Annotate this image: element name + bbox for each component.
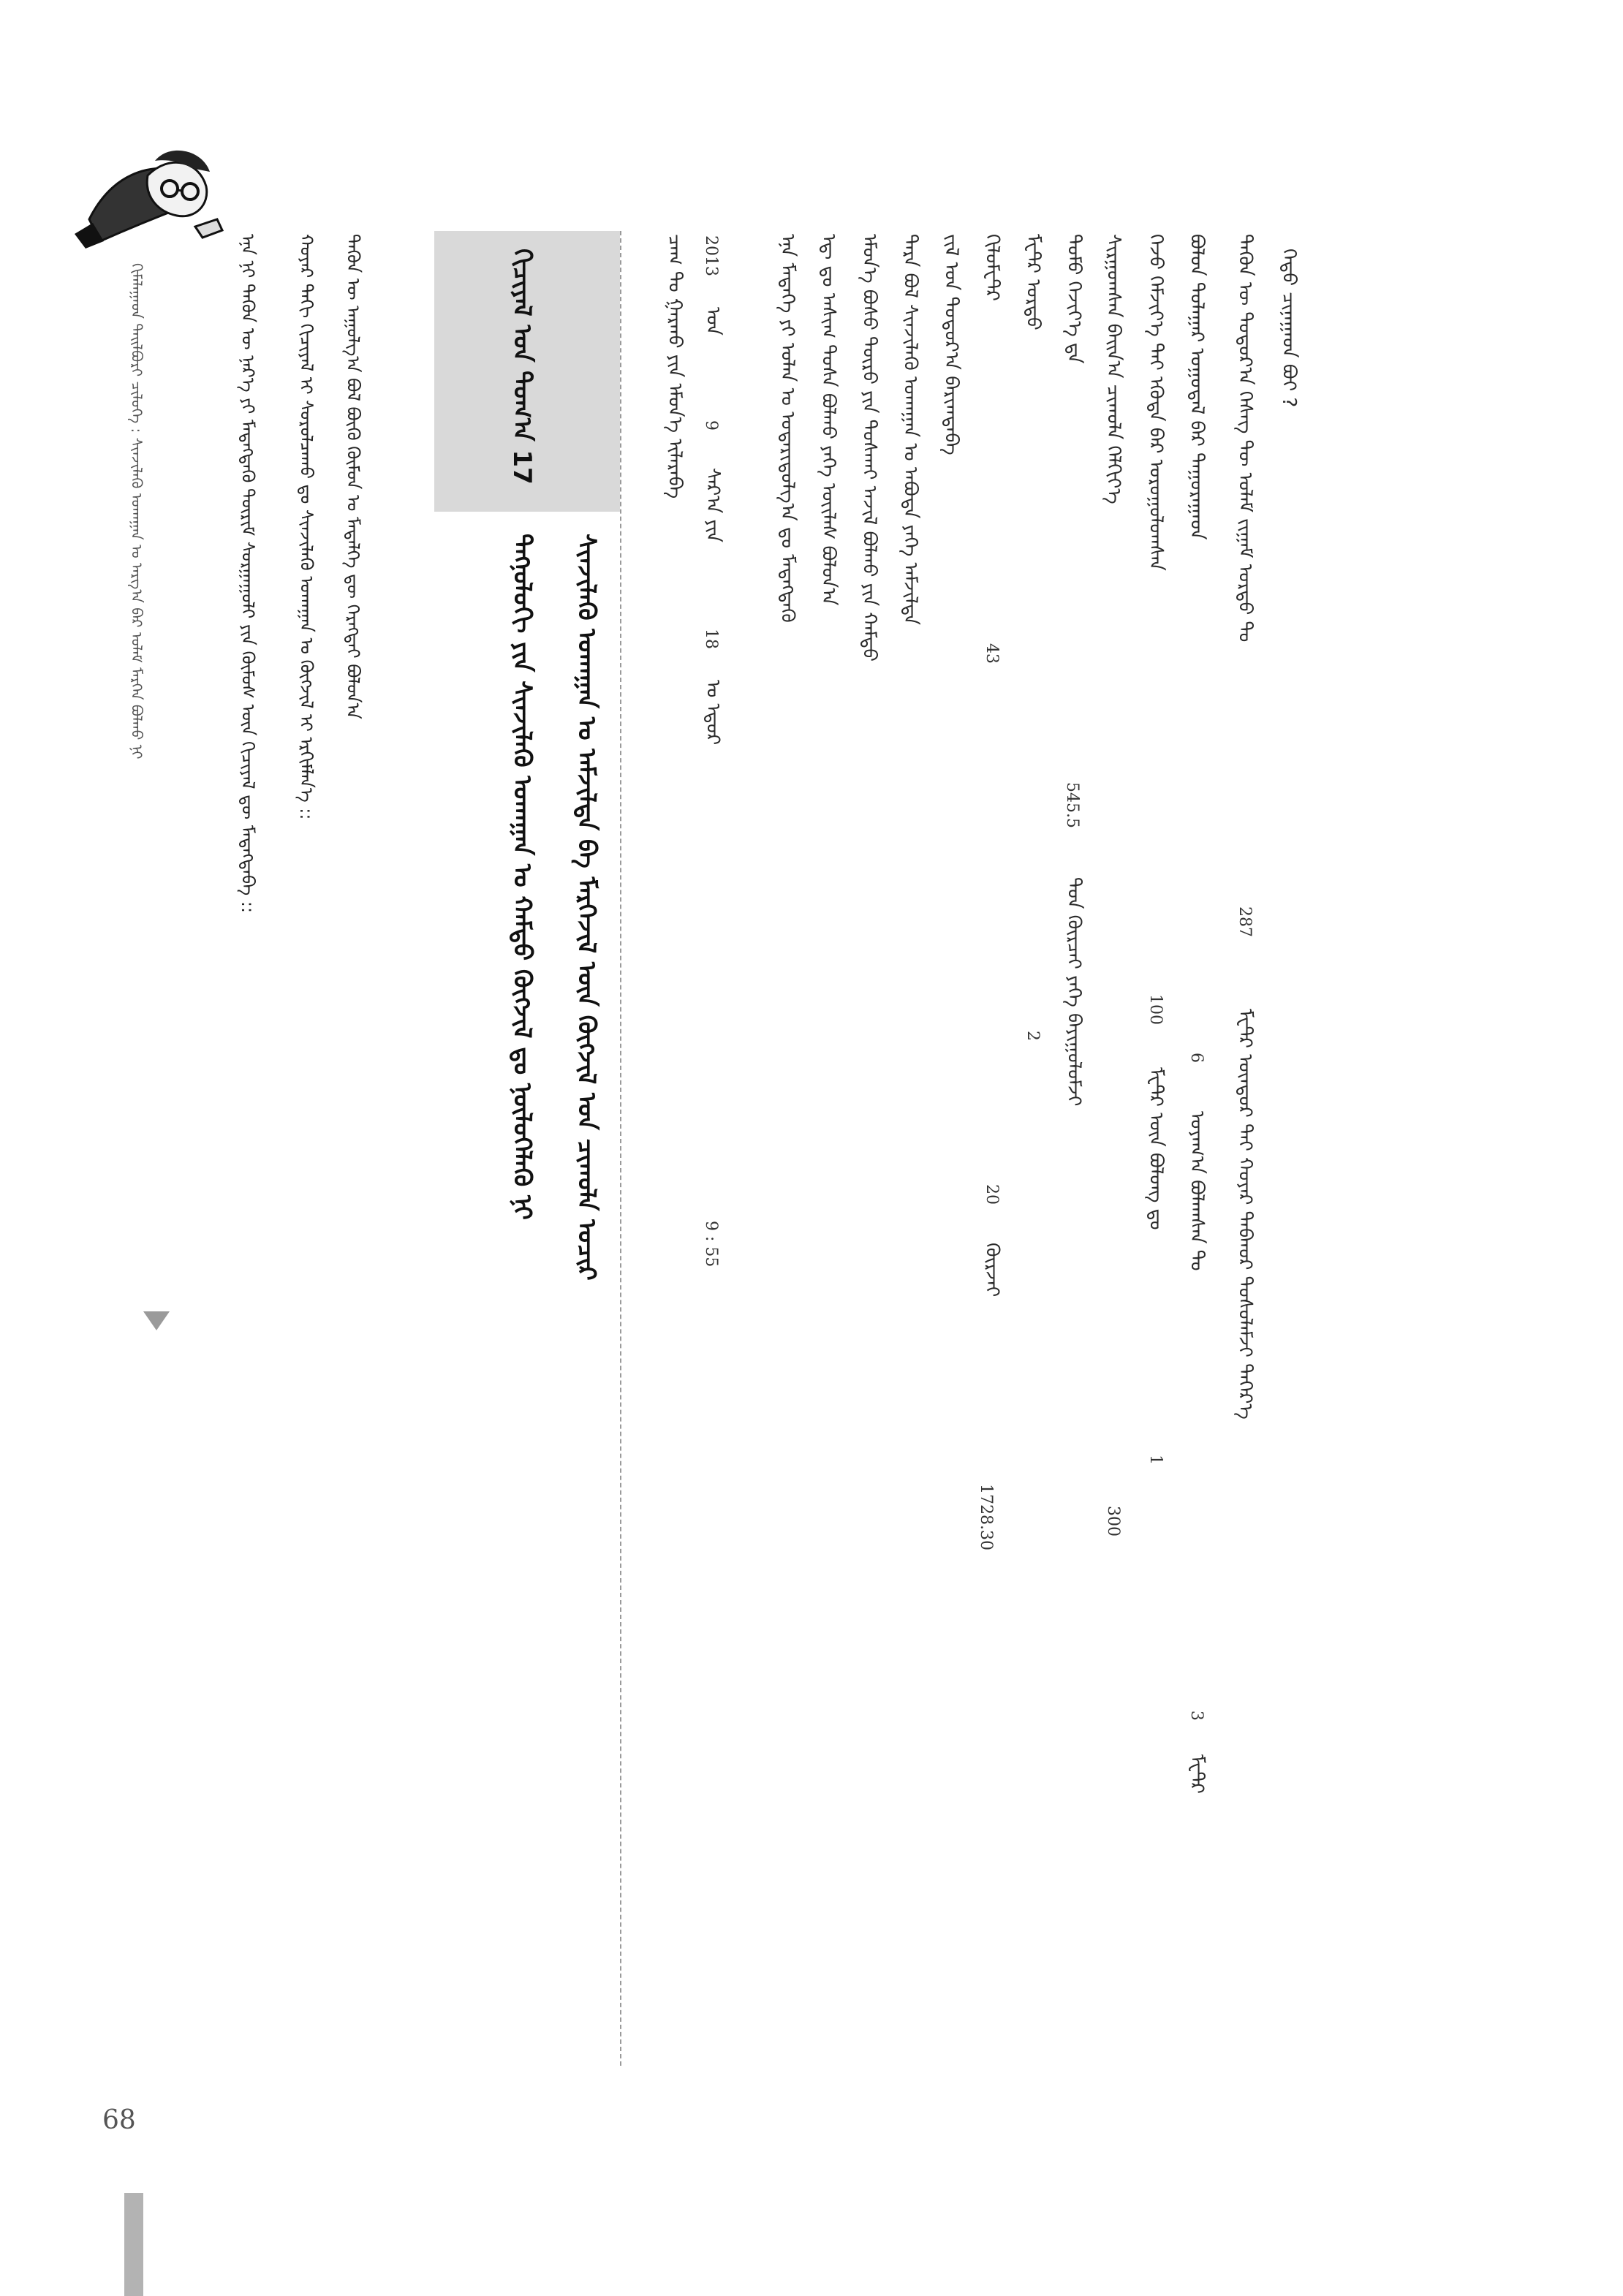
body-number: 43 [983,643,1001,664]
body-text: ᠪᠣᠯᠤᠨ ᠲᠤᠯᠠᠭᠠᠷ ᠤᠭᠤᠲᠠᠯ ᠪᠠᠷ ᠲᠠᠭᠤᠷᠠᠭᠠᠳ [1186,234,1208,540]
body-number: 1728.30 [977,1484,995,1550]
mascot-illustration [60,132,228,256]
body-text: ᠮᠧᠲ᠋ᠷ ᠦᠨᠳᠦᠷ ᠲᠠᠢ ᠬᠣᠶᠠᠷ ᠳᠠᠪᠬᠤᠷ ᠲᠤᠰᠤᠯᠠᠮᠵᠢ ᠳᠡᠭᠡᠷ᠎ᠡ [1234,1009,1256,1420]
body-number: 287 [1236,906,1254,937]
footnote-line: ᠲᠡᠭᠦᠨ ᠦ ᠠᠭᠤᠯᠭ᠎ᠠ ᠪᠣᠯ ᠪᠦᠬᠦ ᠬᠦᠮᠦᠨ ᠤ ᠮᠡᠳᠡᠯᠭᠡ ᠳᠦ ᠬᠡᠷᠡᠭᠲᠡᠢ ᠪᠣᠯᠤᠨ᠎ᠠ [343,234,363,719]
body-text: ᠲᠣᠨ ᠬᠦᠷᠴᠡᠢ ᠶᠡᠬᠡ ᠪᠠᠶᠢᠭᠤᠯᠤᠮᠵᠢ [1063,877,1085,1107]
body-text: ᠲᠡᠷᠡ ᠪᠣᠯ ᠰᠢᠨᠵᠢᠯᠡᠬᠦ ᠤᠬᠠᠭᠠᠨ ᠤ ᠠᠪᠤᠳᠠ ᠶᠡᠬᠡ ᠠᠮᠵᠢᠯᠲᠠ [899,234,921,625]
body-number: 18 [702,629,720,649]
body-number: 9 : 55 [702,1221,720,1268]
section-heading: ᠰᠢᠨᠵᠢᠯᠡᠬᠦ ᠤᠬᠠᠭᠠᠨ ᠤ ᠠᠮᠵᠢᠯᠲᠠ ᠪᠠ ᠮᠡᠷᠭᠡᠵᠢᠯ ᠦᠨ ᠬᠥᠭᠵᠢᠯ ᠤᠨ ᠴᠢᠬᠤᠯᠠ ᠤᠴᠢᠷ [572,534,601,1281]
dotted-divider [620,231,621,2066]
body-number: 100 [1146,994,1165,1025]
footnote-line: ᠬᠣᠶᠠᠷ ᠳᠠᠬᠢ ᠬᠢᠴᠢᠶᠡᠯ ᠢ ᠰᠤᠷᠤᠯᠴᠠᠬᠤ ᠳᠤ ᠰᠢᠨᠵᠢᠯᠡᠬᠦ ᠤᠬᠠᠭᠠᠨ ᠤ ᠬᠥᠭᠵᠢᠯ ᠢ ᠡᠷᠬᠢᠮᠯᠡᠨ᠎ᠡ :: [296,234,317,820]
page-edge-bar [124,2193,143,2296]
footnote-line: ᠡᠨᠡ ᠨᠢ ᠲᠡᠭᠦᠨ ᠦ ᠨᠡᠷ᠎ᠡ ᠶᠢ ᠮᠡᠳᠡᠭᠳᠡᠬᠦ ᠳᠦᠷᠢᠮ ᠰᠤᠷᠭᠠᠭᠤᠯᠢ ᠶᠢᠨ ᠬᠦᠮᠦᠰ ᠦᠨ ᠬᠢᠴᠢᠶᠡᠯ ᠳᠦ ᠮᠡᠳᠡᠭᠳᠡᠪᠡ :: [238,234,258,914]
body-text: ᠰᠢᠷᠭᠤᠭᠰᠠᠨ ᠪᠠᠢᠨ᠎ᠠ ᠴᠢᠬᠤᠯᠠ ᠬᠡᠯᠬᠢᠶ᠎ᠡ [1102,234,1124,504]
triangle-marker-icon [143,1311,170,1330]
body-number: 3 [1187,1710,1206,1721]
body-number: 2013 [702,235,720,276]
body-text: ᠰᠠᠷ᠎ᠠ ᠶᠢᠨ [702,468,724,542]
body-text: ᠤ ᠡᠳᠦᠷ [702,680,724,746]
body-text: ᠬᠡᠳᠦ ᠴᠢᠨᠠᠭᠠᠳ ᠪᠤᠢ ? [1278,249,1300,408]
body-text: ᠮᠧᠲ᠋ᠷ ᠦᠨ ᠪᠤᠯᠤᠩ ᠳᠤ [1145,1067,1167,1230]
body-text: ᠮᠧᠲ᠋ᠷ ᠤᠷᠲᠤ [1022,234,1044,330]
body-text: ᠲᠤᠮᠤ ᠬᠡᠵᠢᠶ᠎ᠡ ᠳᠡ [1063,234,1085,364]
body-text: ᠲᠡᠭᠦᠨ ᠦ ᠳᠣᠲᠣᠷ᠎ᠠ ᠬᠡᠰᠡᠭ ᠲᠦ ᠤᠯᠠᠮ ᠵᠢᠭᠠᠮ ᠤᠷᠲᠤ ᠲᠤ [1234,234,1256,643]
body-number: 9 [702,420,720,431]
body-number: 20 [983,1184,1001,1205]
body-text: ᠴᠠᠭ ᠲᠤ ᠭᠠᠷᠬᠤ ᠶᠢᠨ ᠡᠮᠦᠨ᠎ᠡ ᠢᠯᠡᠷᠡᠪᠡ [664,234,686,499]
running-header: ᠬᠢᠮᠠᠯᠠᠭᠠᠳ ᠲᠠᠢᠯᠪᠤᠷᠢ ᠴᠢᠯᠦᠭᠡ : ᠰᠢᠨᠵᠢᠯᠡᠬᠦ ᠤᠬᠠᠭᠠᠨ ᠤ ᠠᠷᠭ᠎ᠠ ᠪᠠᠷ ᠤᠯᠠᠮ ᠮᠡᠷᠭᠡᠨ ᠪᠣᠯᠬᠤ ᠨᠢ [128,263,145,759]
body-number: 2 [1024,1031,1042,1041]
body-number: 6 [1187,1053,1206,1063]
body-number: 1 [1146,1455,1165,1465]
body-text: ᠵᠢᠯ ᠤᠨ ᠳᠤᠲᠤᠷ᠎ᠠ ᠪᠠᠷᠢᠭᠳᠠᠪᠠ [940,234,962,455]
body-number: 545.5 [1063,782,1081,828]
body-text: ᠭᠡᠵᠦ ᠬᠡᠮᠵᠢᠶ᠎ᠡ ᠲᠡᠢ ᠡᠭᠦᠳᠡ ᠪᠠᠷ ᠤᠷᠤᠭᠤᠯᠤᠭᠰᠠᠨ [1145,234,1167,571]
section-label: ᠬᠢᠴᠢᠶᠡᠯ ᠤᠨ ᠲᠣᠭ᠎ᠠ 17 [507,249,537,485]
body-text: ᠬᠦᠷᠵᠡᠢ [981,1243,1003,1297]
body-text: ᠤᠶᠠᠭ᠎ᠠ ᠪᠣᠯᠠᠭᠰᠠᠨ ᠲᠤ [1186,1111,1208,1271]
body-number: 300 [1104,1506,1122,1537]
body-text: ᠬᠢᠯᠣᠮᠧᠲ᠋ᠷ [981,234,1003,301]
body-text: ᠡᠮᠦᠨ᠎ᠡ ᠪᠤᠰᠤ ᠲᠦᠷᠦ ᠶᠢᠨ ᠲᠤᠰᠬᠠᠢ ᠠᠵᠢᠯ ᠪᠣᠯᠬᠤ ᠶᠢᠨ ᠬᠠᠮᠲᠤ [858,234,880,662]
body-text: ᠤᠨ [702,307,724,336]
body-text: ᠡᠨᠡ ᠮᠡᠳᠡᠭᠡ ᠶᠢ ᠣᠯᠠᠨ ᠤ ᠤᠳᠠᠷᠢᠳᠤᠯᠭ᠎ᠠ ᠳᠤ ᠮᠡᠳᠡᠭᠳᠡᠬᠦ [776,234,798,623]
page-number: 68 [102,2105,136,2135]
body-text: ᠮᠧᠲ᠋ᠷ [1186,1754,1208,1794]
body-text: ᠡᠳ᠋ ᠳᠤ ᠠᠰᠢᠭ ᠲᠤᠰᠠ ᠪᠣᠯᠬᠤ ᠶᠡᠬᠡ ᠦᠢᠯᠡᠰ ᠪᠣᠯᠤᠨ᠎ᠠ [817,234,839,606]
section-heading: ᠲᠡᠬᠨᠣᠯᠣᠭᠢ ᠶᠢᠨ ᠰᠢᠨᠵᠢᠯᠡᠬᠦ ᠤᠬᠠᠭᠠᠨ ᠤ ᠬᠠᠮᠲᠤ ᠬᠥᠭᠵᠢᠯ ᠳᠤ ᠨᠥᠯᠦᠭᠡᠯᠡᠬᠦ ᠨᠢ [507,534,537,1220]
